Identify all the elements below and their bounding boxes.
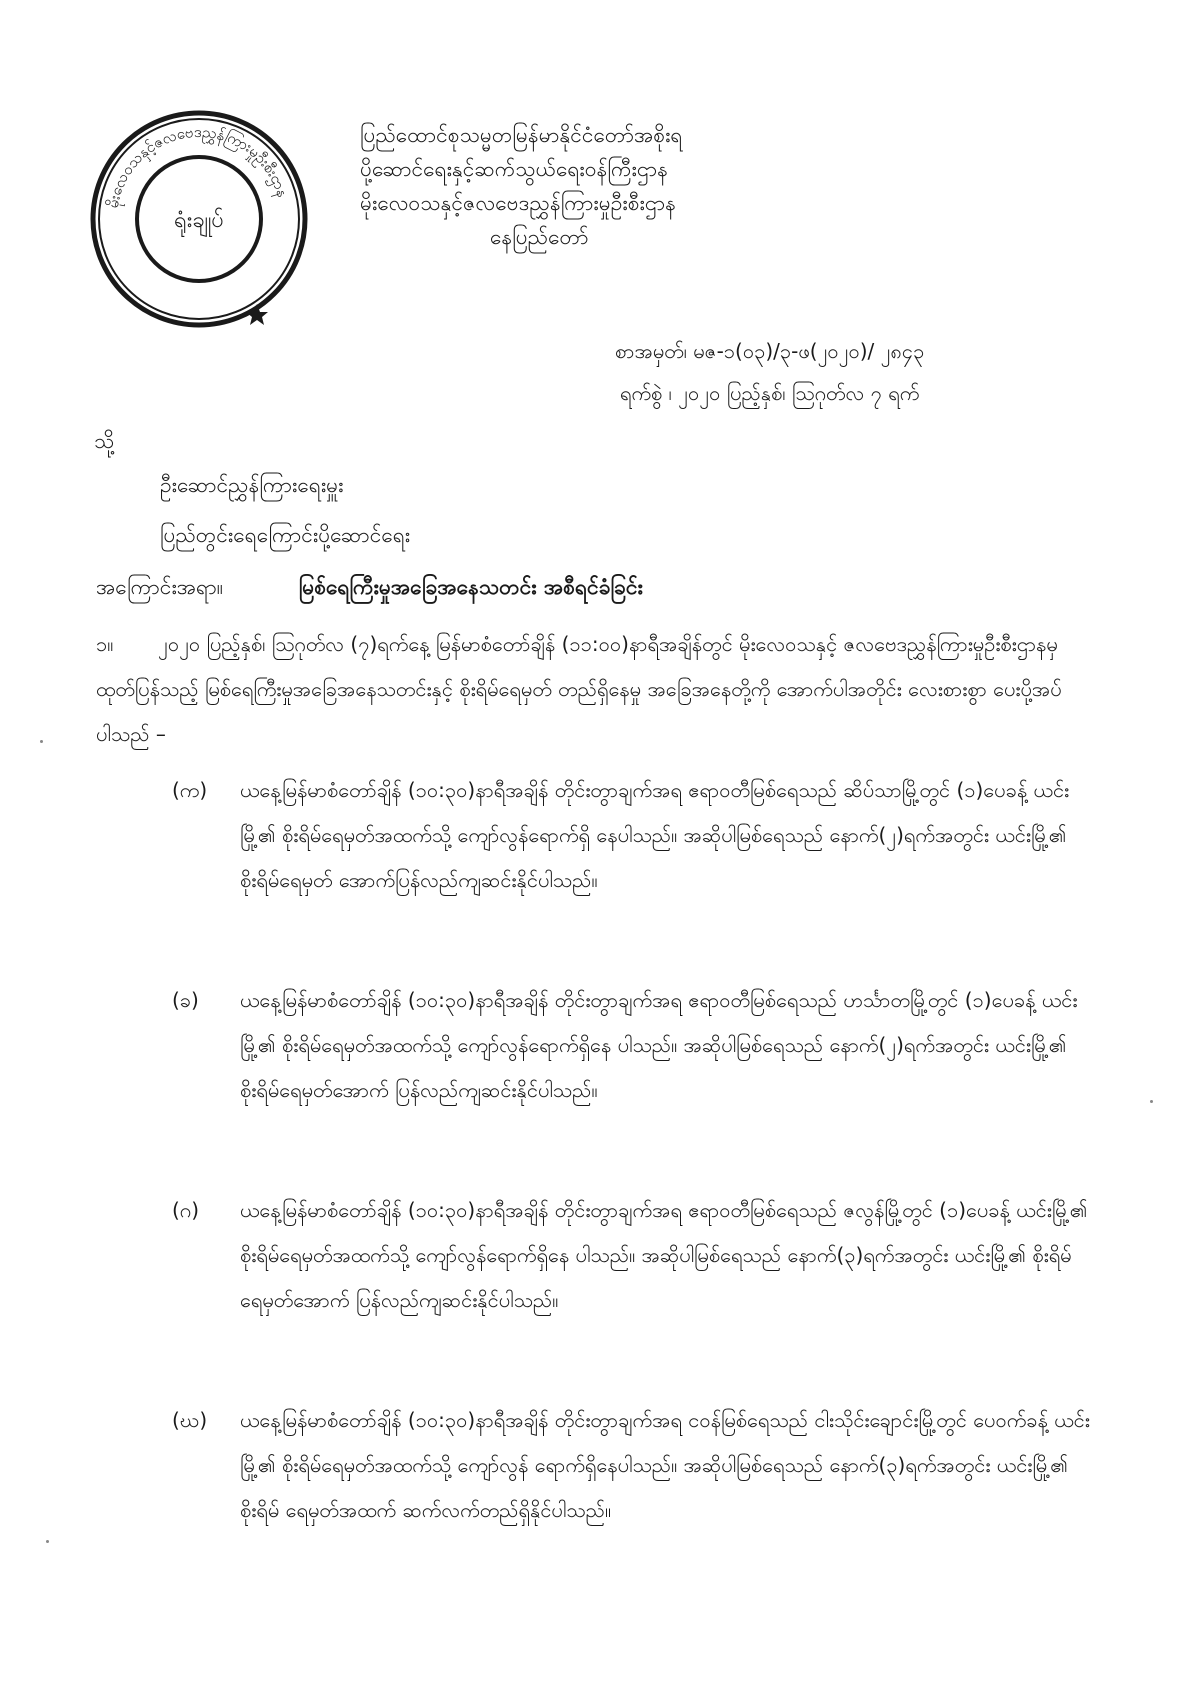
letterhead [360,118,860,254]
star-icon [246,304,268,325]
item-text: ယနေ့မြန်မာစံတော်ချိန် (၁၀:၃၀)နာရီအချိန် တိုင်းတွာချက်အရ ဧရာဝတီမြစ်ရေသည် ဇလွန်မြို့တွင် (၁)ပေခန့် ယင်းမြို့၏ စိုးရိမ်ရေမှတ်အထက်သို့ ကျော်လွန်ရောက်ရှိနေ ပါသည်။ အဆိုပါမြစ်ရေသည် နောက်(၃)ရက်အတွင်း ယင်းမြို့၏ စိုးရိမ်ရေမှတ်အောက် ပြန်လည်ကျဆင်းနိုင်ပါသည်။ [240,1198,1088,1312]
item-text: ယနေ့မြန်မာစံတော်ချိန် (၁၀:၃၀)နာရီအချိန် တိုင်းတွာချက်အရ ဧရာဝတီမြစ်ရေသည် ဟင်္သာတမြို့တွင် (၁)ပေခန့် ယင်းမြို့၏ စိုးရိမ်ရေမှတ်အထက်သို့ ကျော်လွန်ရောက်ရှိနေ ပါသည်။ အဆိုပါမြစ်ရေသည် နောက်(၂)ရက်အတွင်း ယင်းမြို့၏ စိုးရိမ်ရေမှတ်အောက် ပြန်လည်ကျဆင်းနိုင်ပါသည်။ [240,988,1078,1102]
header-department: မိုးလေဝသနှင့်ဇလဗေဒညွှန်ကြားမှုဦးစီးဌာန [360,191,677,215]
seal-center-text: ရုံးချုပ် [174,208,224,233]
reference-block [615,338,1175,422]
item-marker: (က) [172,778,208,802]
reference-number: စာအမှတ်၊ မဇ-၁(၀၃)/၃-ဖ(၂၀၂၀)/ ၂၈၄၃ [615,339,925,363]
header-ministry: ပို့ဆောင်ရေးနှင့်ဆက်သွယ်ရေးဝန်ကြီးဌာန [360,157,668,181]
list-item [172,1398,1102,1533]
subject-line [96,574,643,605]
header-city: နေပြည်တော် [490,225,589,249]
intro-text: ၂၀၂၀ ပြည့်နှစ်၊ ဩဂုတ်လ (၇)ရက်နေ့ မြန်မာစံတော်ချိန် (၁၁:၀၀)နာရီအချိန်တွင် မိုးလေဝသနှင့် ဇလဗေဒညွှန်ကြားမှုဦးစီးဌာနမှ ထုတ်ပြန်သည့် မြစ်ရေကြီးမှုအခြေအနေသတင်းနှင့် စိုးရိမ်ရေမှတ် တည်ရှိနေမှု အခြေအနေတို့ကို အောက်ပါအတိုင်း လေးစားစွာ ပေးပို့အပ်ပါသည် – [96,632,1062,746]
item-marker: (ခ) [172,988,199,1012]
seal-graphic [88,108,310,330]
item-marker: (ဂ) [172,1198,200,1222]
seal-ring-text: မိုးလေဝသနှင့်ဇလဗေဒညွှန်ကြားမှုဦးစီးဌာန [103,122,292,210]
header-government: ပြည်ထောင်စုသမ္မတမြန်မာနိုင်ငံတော်အစိုးရ [360,123,683,147]
item-text: ယနေ့မြန်မာစံတော်ချိန် (၁၀:၃၀)နာရီအချိန် တိုင်းတွာချက်အရ ဧရာဝတီမြစ်ရေသည် ဆိပ်သာမြို့တွင် (၁)ပေခန့် ယင်းမြို့၏ စိုးရိမ်ရေမှတ်အထက်သို့ ကျော်လွန်ရောက်ရှိ နေပါသည်။ အဆိုပါမြစ်ရေသည် နောက်(၂)ရက်အတွင်း ယင်းမြို့၏ စိုးရိမ်ရေမှတ် အောက်ပြန်လည်ကျဆင်းနိုင်ပါသည်။ [240,778,1070,892]
list-item [172,768,1102,903]
letter-date: ရက်စွဲ ၊ ၂၀၂၀ ပြည့်နှစ်၊ ဩဂုတ်လ ၇ ရက် [620,381,920,405]
scan-speck [40,740,43,743]
list-item [172,978,1102,1113]
subject-label: အကြောင်းအရာ။ [96,575,224,599]
official-seal [88,108,310,330]
paragraph-number: ၁။ [96,632,114,656]
recipient-title: ဦးဆောင်ညွှန်ကြားရေးမှူး [160,473,344,497]
scan-speck [46,1540,49,1543]
item-marker: (ဃ) [172,1408,208,1432]
recipient-organization: ပြည်တွင်းရေကြောင်းပို့ဆောင်ရေး [160,523,411,547]
scan-speck [1150,1100,1153,1103]
list-item [172,1188,1102,1323]
item-text: ယနေ့မြန်မာစံတော်ချိန် (၁၀:၃၀)နာရီအချိန် တိုင်းတွာချက်အရ ငဝန်မြစ်ရေသည် ငါးသိုင်းချောင်းမြို့တွင် ပေဝက်ခန့် ယင်းမြို့၏ စိုးရိမ်ရေမှတ်အထက်သို့ ကျော်လွန် ရောက်ရှိနေပါသည်။ အဆိုပါမြစ်ရေသည် နောက်(၃)ရက်အတွင်း ယင်းမြို့၏ စိုးရိမ် ရေမှတ်အထက် ဆက်လက်တည်ရှိနိုင်ပါသည်။ [240,1408,1090,1522]
to-label: သို့ [94,429,115,453]
intro-paragraph [96,622,1096,757]
subject-text: မြစ်ရေကြီးမှုအခြေအနေသတင်း အစီရင်ခံခြင်း [298,575,643,599]
